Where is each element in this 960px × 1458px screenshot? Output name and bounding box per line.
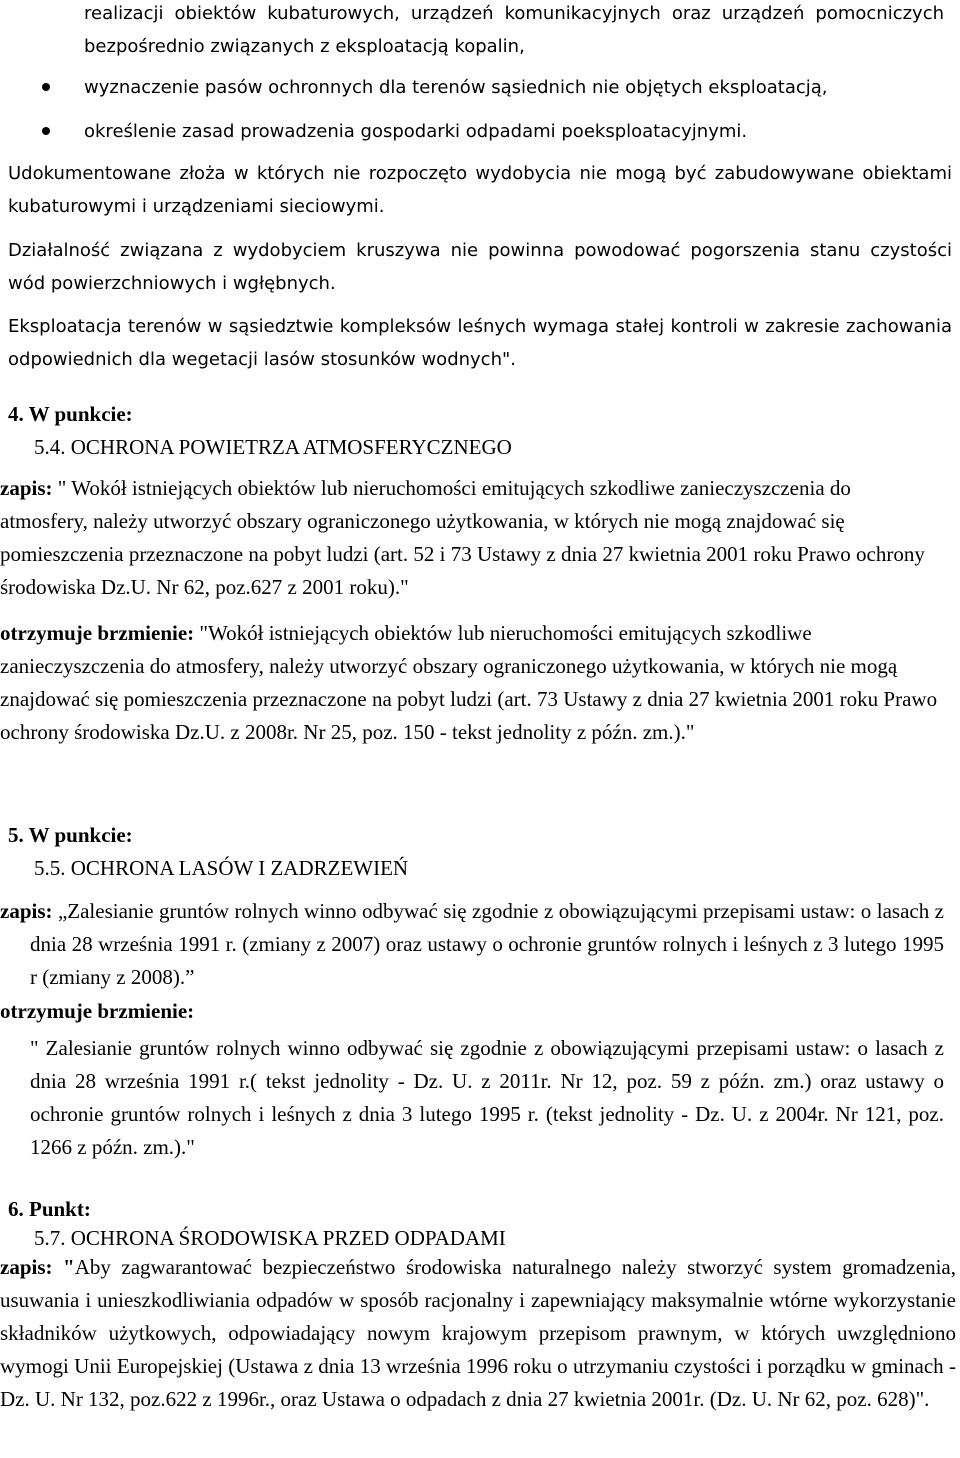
zapis-paragraph bbox=[0, 1251, 956, 1416]
section-heading: 5. W punkcie: bbox=[8, 823, 133, 847]
zapis-text: Aby zagwarantować bezpieczeństwo środowiska naturalnego należy stworzyć system gromadzenia, usuwania i unieszkodliwiania odpadów w sposób racjonalny i zapewniający maksymalnie wtórne wykorzystanie składników użytkowych, odpowiadający nowym krajowym przepisom prawnym, w których uwzględniono wymogi Unii Europejskiej (Ustawa z dnia 13 września 1996 roku o utrzymaniu czystości i porządku w gminach - Dz. U. Nr 132, poz.622 z 1996r., oraz Ustawa o odpadach z dnia 27 kwietnia 2001r. (Dz. U. Nr 62, poz. 628)". bbox=[0, 1255, 956, 1411]
zapis-text: " Wokół istniejących obiektów lub nieruchomości emitujących szkodliwe zanieczyszczenia do atmosfery, należy utworzyć obszary ograniczonego użytkowania, w których nie mogą znajdować się pomieszczenia przeznaczone na pobyt ludzi (art. 52 i 73 Ustawy z dnia 27 kwietnia 2001 roku Prawo ochrony środowiska Dz.U. Nr 62, poz.627 z 2001 roku)." bbox=[0, 476, 925, 599]
bullet-item bbox=[42, 71, 942, 104]
paragraph: Udokumentowane złoża w których nie rozpoczęto wydobycia nie mogą być zabudowywane obiektami kubaturowymi i urządzeniami sieciowymi. bbox=[8, 163, 952, 217]
bullet-icon bbox=[42, 83, 50, 91]
paragraph: Eksploatacja terenów w sąsiedztwie kompleksów leśnych wymaga stałej kontroli w zakresie zachowania odpowiednich dla wegetacji lasów stosunków wodnych". bbox=[8, 316, 952, 370]
section-subheading: 5.5. OCHRONA LASÓW I ZADRZEWIEŃ bbox=[34, 856, 409, 880]
section-heading: 6. Punkt: bbox=[8, 1197, 91, 1221]
bullet-text: określenie zasad prowadzenia gospodarki odpadami poeksploatacyjnymi. bbox=[84, 121, 748, 142]
brzmienie-paragraph bbox=[0, 617, 940, 749]
zapis-label: zapis: bbox=[0, 476, 53, 500]
bullet-item bbox=[42, 115, 942, 148]
bullet-icon bbox=[42, 127, 50, 135]
section-subheading: 5.4. OCHRONA POWIETRZA ATMOSFERYCZNEGO bbox=[34, 435, 512, 459]
list-continuation: realizacji obiektów kubaturowych, urządzeń komunikacyjnych oraz urządzeń pomocniczych bezpośrednio związanych z eksploatacją kopalin, bbox=[84, 3, 944, 57]
brzmienie-text: " Zalesianie gruntów rolnych winno odbywać się zgodnie z obowiązującymi przepisami ustaw: o lasach z dnia 28 września 1991 r.( tekst jednolity - Dz. U. z 2011r. Nr 12, poz. 59 z późn. zm.) oraz ustawy o ochronie gruntów rolnych i leśnych z dnia 3 lutego 1995 r. (tekst jednolity - Dz. U. z 2004r. Nr 121, poz. 1266 z późn. zm.)." bbox=[30, 1036, 944, 1159]
brzmienie-label: otrzymuje brzmienie: bbox=[0, 999, 195, 1023]
section-heading: 4. W punkcie: bbox=[8, 402, 133, 426]
zapis-label: zapis: bbox=[0, 899, 53, 923]
zapis-text: „Zalesianie gruntów rolnych winno odbywać się zgodnie z obowiązującymi przepisami ustaw: o lasach z dnia 28 września 1991 r. (zmiany z 2007) oraz ustawy o ochronie gruntów rolnych i leśnych z 3 lutego 1995 r (zmiany z 2008).” bbox=[30, 899, 944, 989]
section-subheading: 5.7. OCHRONA ŚRODOWISKA PRZED ODPADAMI bbox=[34, 1226, 506, 1250]
brzmienie-label: otrzymuje brzmienie: bbox=[0, 621, 195, 645]
brzmienie-text: "Wokół istniejących obiektów lub nieruchomości emitujących szkodliwe zanieczyszczenia do atmosfery, należy utworzyć obszary ograniczonego użytkowania, w których nie mogą znajdować się pomieszczenia przeznaczone na pobyt ludzi (art. 73 Ustawy z dnia 27 kwietnia 2001 roku Prawo ochrony środowiska Dz.U. z 2008r. Nr 25, poz. 150 - tekst jednolity z późn. zm.)." bbox=[0, 621, 938, 744]
zapis-label: zapis: " bbox=[0, 1255, 75, 1279]
zapis-paragraph bbox=[0, 472, 935, 604]
zapis-paragraph bbox=[0, 895, 944, 994]
paragraph: Działalność związana z wydobyciem kruszywa nie powinna powodować pogorszenia stanu czystości wód powierzchniowych i wgłębnych. bbox=[8, 240, 952, 294]
bullet-text: wyznaczenie pasów ochronnych dla terenów sąsiednich nie objętych eksploatacją, bbox=[84, 77, 828, 98]
